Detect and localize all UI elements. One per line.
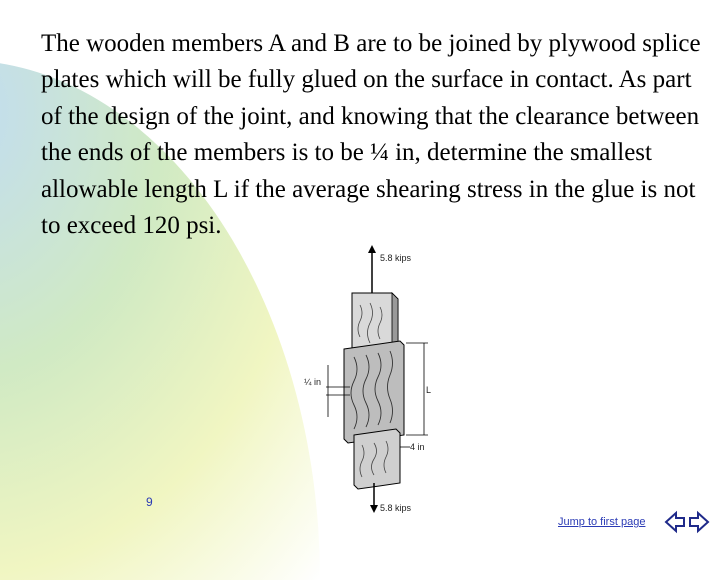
problem-text: The wooden members A and B are to be joined by plywood splice plates which will be fully glued on the surface in contact. As part of the design of the joint, and knowing that the clearance between the ends of the members is to be ¼ in, determine the smallest allowable length L if the average shearing stress in the glue is not to exceed 120 psi. — [41, 30, 701, 240]
page-number: 9 — [146, 495, 153, 509]
bottom-load-label: 5.8 kips — [380, 503, 412, 513]
top-load-label: 5.8 kips — [380, 253, 412, 263]
length-dimension — [406, 343, 428, 435]
jump-to-first-page-link[interactable]: Jump to first page — [558, 516, 646, 528]
clearance-label: ¼ in — [304, 377, 322, 387]
width-label: 4 in — [410, 442, 425, 452]
nav-arrows-icon[interactable] — [664, 510, 710, 534]
member-b — [354, 429, 400, 489]
splice-plate — [344, 341, 404, 443]
top-load-arrow — [368, 245, 376, 297]
splice-joint-figure — [300, 245, 440, 515]
length-label: L — [426, 385, 432, 395]
